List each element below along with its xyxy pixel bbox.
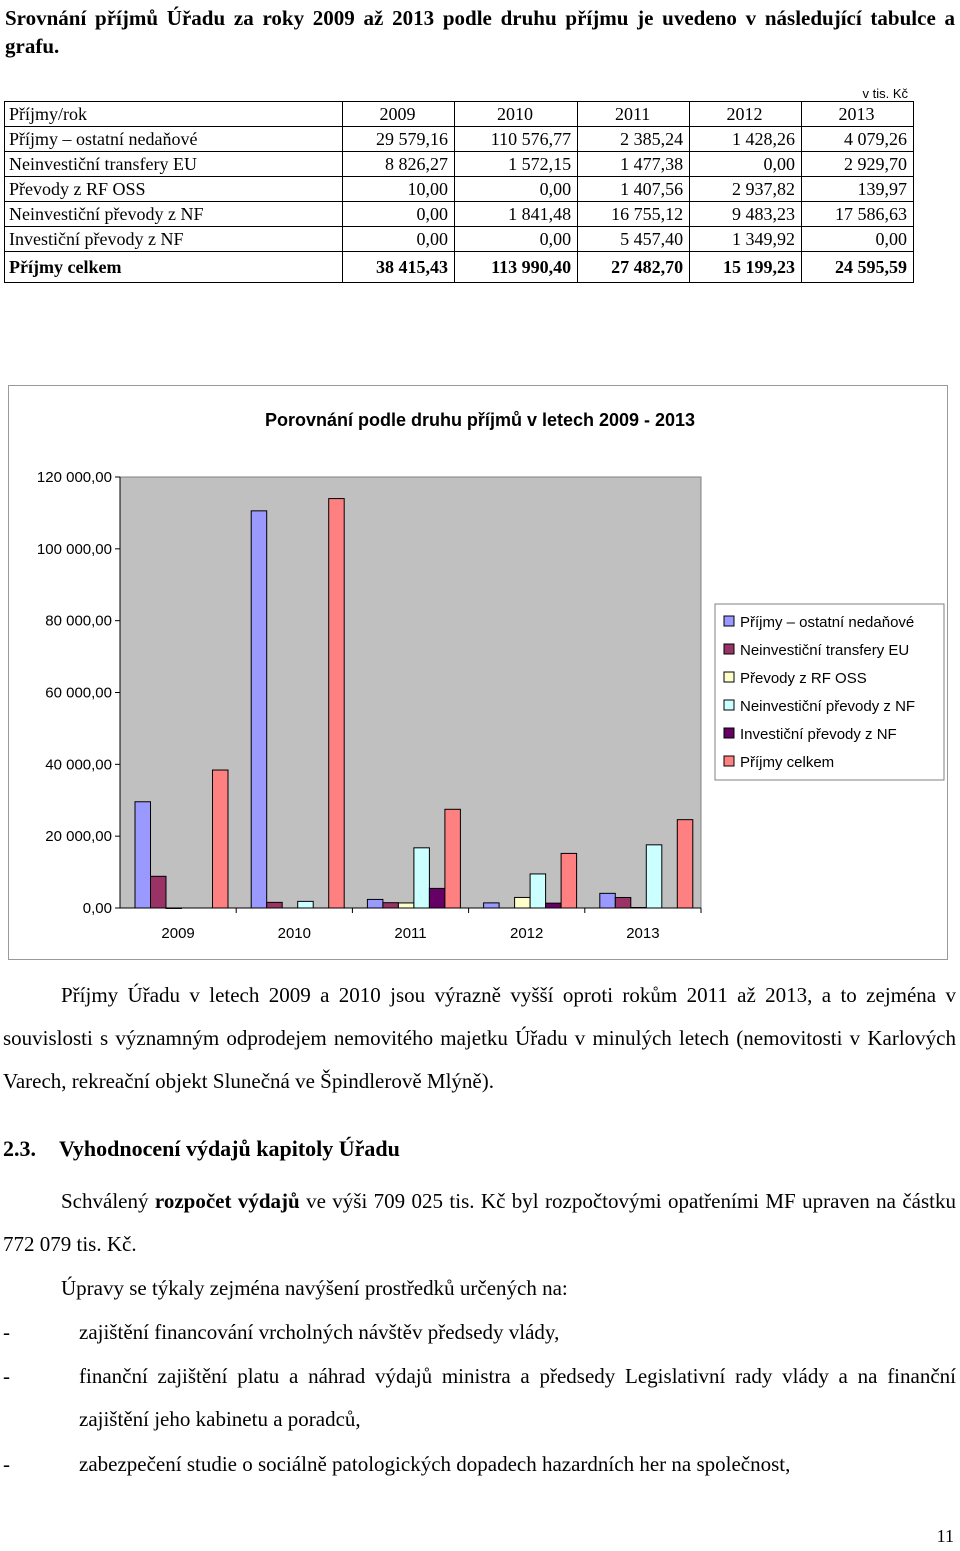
- legend-swatch: [724, 700, 734, 710]
- table-cell: 2 937,82: [690, 177, 802, 202]
- bar: [546, 903, 562, 908]
- y-tick-label: 80 000,00: [45, 612, 112, 630]
- legend-label: Neinvestiční převody z NF: [740, 698, 916, 715]
- chart-svg: [9, 386, 947, 959]
- table-header-row: [5, 102, 914, 127]
- table-cell: 2 385,24: [578, 127, 690, 152]
- y-tick-label: 120 000,00: [36, 469, 112, 486]
- bar: [445, 809, 461, 908]
- bar: [383, 903, 399, 908]
- income-chart: [8, 385, 948, 960]
- table-cell: 0,00: [343, 202, 455, 227]
- intro-text: Srovnání příjmů Úřadu za roky 2009 až 2013 podle druhu příjmu je uvedeno v následující tabulce a grafu.: [5, 6, 955, 58]
- y-tick-label: 0,00: [82, 900, 112, 917]
- list-dash: -: [3, 1452, 10, 1476]
- list-item: [3, 1311, 956, 1354]
- x-tick-label: 2009: [161, 925, 195, 942]
- table-header-cell: 2010: [454, 102, 577, 127]
- table-cell: 0,00: [690, 152, 802, 177]
- legend-label: Převody z RF OSS: [740, 670, 867, 687]
- paragraph-budget: [3, 1180, 956, 1266]
- bar: [515, 897, 531, 908]
- section-heading: [3, 1136, 400, 1162]
- table-cell: Příjmy – ostatní nedaňové: [5, 127, 343, 152]
- paragraph-income-comparison: Příjmy Úřadu v letech 2009 a 2010 jsou výrazně vyšší oproti rokům 2011 až 2013, a to zejména v souvislosti s významným odprodejem nemovitého majetku Úřadu v minulých letech (nemovitosti v Karlových Varech, rekreační objekt Slunečná ve Špindlerově Mlýně).: [3, 983, 956, 1093]
- y-tick-label: 60 000,00: [45, 684, 112, 702]
- table-total-cell: 113 990,40: [454, 252, 577, 283]
- table-total-cell: 24 595,59: [802, 252, 914, 283]
- bar: [166, 908, 182, 909]
- table-cell: 1 407,56: [578, 177, 690, 202]
- list-dash: -: [3, 1364, 10, 1388]
- list-item: [3, 1355, 956, 1441]
- legend-swatch: [724, 728, 734, 738]
- legend-label: Příjmy celkem: [740, 754, 835, 771]
- table-cell: 17 586,63: [802, 202, 914, 227]
- table-total-cell: 27 482,70: [578, 252, 690, 283]
- list-item-text: zabezpečení studie o sociálně patologických dopadech hazardních her na společnost,: [79, 1452, 791, 1476]
- page-number: 11: [936, 1526, 954, 1546]
- x-tick-label: 2012: [510, 925, 544, 942]
- section-title: Vyhodnocení výdajů kapitoly Úřadu: [59, 1136, 400, 1161]
- table-cell: 0,00: [802, 227, 914, 252]
- bar: [677, 820, 693, 908]
- bar: [251, 511, 267, 908]
- bar: [646, 845, 662, 908]
- table-row: [5, 177, 914, 202]
- chart-title: Porovnání podle druhu příjmů v letech 2009 - 2013: [264, 410, 696, 430]
- table-cell: 110 576,77: [454, 127, 577, 152]
- table-row: [5, 227, 914, 252]
- table-row: [5, 127, 914, 152]
- table-header-cell: 2013: [802, 102, 914, 127]
- table-cell: 1 572,15: [454, 152, 577, 177]
- table-cell: 1 428,26: [690, 127, 802, 152]
- table-cell: 9 483,23: [690, 202, 802, 227]
- table-header-cell: Příjmy/rok: [5, 102, 343, 127]
- x-tick-label: 2011: [394, 925, 427, 942]
- table-header-cell: 2011: [578, 102, 690, 127]
- legend-swatch: [724, 644, 734, 654]
- table-cell: 29 579,16: [343, 127, 455, 152]
- bar: [367, 899, 383, 908]
- table-total-cell: 38 415,43: [343, 252, 455, 283]
- bar: [600, 893, 616, 908]
- table-cell: 10,00: [343, 177, 455, 202]
- table-cell: 1 477,38: [578, 152, 690, 177]
- legend-swatch: [724, 756, 734, 766]
- table-cell: 16 755,12: [578, 202, 690, 227]
- table-row: [5, 202, 914, 227]
- table-cell: Převody z RF OSS: [5, 177, 343, 202]
- x-tick-label: 2013: [626, 925, 660, 942]
- table-total-row: [5, 252, 914, 283]
- bar: [530, 874, 546, 908]
- table-cell: 2 929,70: [802, 152, 914, 177]
- list-item: [3, 1443, 956, 1486]
- bar: [298, 901, 314, 908]
- table-cell: 4 079,26: [802, 127, 914, 152]
- bar: [329, 499, 345, 908]
- list-item-text: finanční zajištění platu a náhrad výdajů ministra a předsedy Legislativní rady vlády a na finanční zajištění jeho kabinetu a poradců,: [79, 1364, 956, 1431]
- table-header-cell: 2009: [343, 102, 455, 127]
- table-cell: 5 457,40: [578, 227, 690, 252]
- table-cell: 1 349,92: [690, 227, 802, 252]
- table-total-cell: Příjmy celkem: [5, 252, 343, 283]
- bar: [213, 770, 229, 908]
- bar: [151, 876, 167, 908]
- table-cell: Investiční převody z NF: [5, 227, 343, 252]
- legend-swatch: [724, 616, 734, 626]
- table-header-cell: 2012: [690, 102, 802, 127]
- table-cell: 0,00: [454, 227, 577, 252]
- list-item-text: zajištění financování vrcholných návštěv předsedy vlády,: [79, 1320, 560, 1344]
- budget-text-2: ve výši 709 025 tis. Kč byl rozpočtovými opatřeními MF upraven na částku 772 079 tis. Kč.: [3, 1189, 956, 1256]
- y-tick-label: 100 000,00: [36, 540, 112, 558]
- table-total-cell: 15 199,23: [690, 252, 802, 283]
- income-table: [4, 101, 914, 283]
- table-cell: Neinvestiční transfery EU: [5, 152, 343, 177]
- legend-label: Příjmy – ostatní nedaňové: [740, 614, 915, 631]
- table-cell: 0,00: [343, 227, 455, 252]
- bar: [414, 848, 430, 908]
- budget-text-bold: rozpočet výdajů: [154, 1189, 300, 1213]
- y-tick-label: 40 000,00: [45, 756, 112, 774]
- list-dash: -: [3, 1320, 10, 1344]
- budget-text-1: Schválený: [61, 1189, 155, 1213]
- legend-label: Investiční převody z NF: [740, 726, 897, 743]
- table-cell: Neinvestiční převody z NF: [5, 202, 343, 227]
- bar: [267, 902, 283, 908]
- bar: [135, 802, 151, 908]
- bar: [631, 907, 647, 908]
- bar: [561, 853, 577, 908]
- bar: [398, 903, 414, 908]
- bar: [484, 903, 500, 908]
- unit-label: v tis. Kč: [862, 86, 908, 101]
- section-number: 2.3.: [3, 1136, 36, 1161]
- table-cell: 139,97: [802, 177, 914, 202]
- table-row: [5, 152, 914, 177]
- y-tick-label: 20 000,00: [45, 828, 112, 846]
- plot-area: [120, 477, 701, 908]
- bar: [429, 888, 445, 908]
- bar: [615, 897, 631, 908]
- table-cell: 1 841,48: [454, 202, 577, 227]
- table-cell: 8 826,27: [343, 152, 455, 177]
- legend-swatch: [724, 672, 734, 682]
- legend-label: Neinvestiční transfery EU: [740, 642, 910, 659]
- x-tick-label: 2010: [277, 925, 311, 942]
- table-cell: 0,00: [454, 177, 577, 202]
- paragraph-adjustments: Úpravy se týkaly zejména navýšení prostředků určených na:: [61, 1276, 568, 1300]
